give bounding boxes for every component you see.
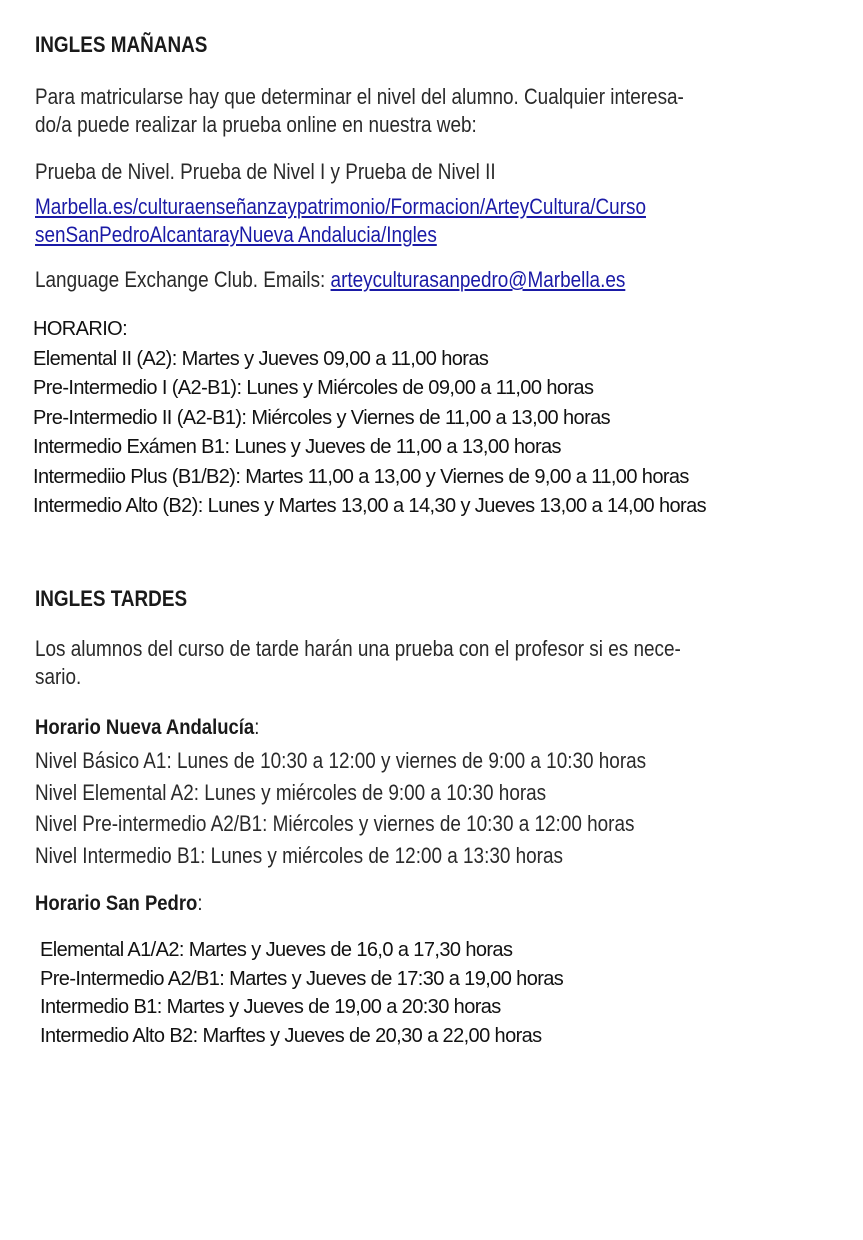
afternoon-intro-line: Los alumnos del curso de tarde harán una prueba con el profesor si es nece- xyxy=(35,636,681,661)
morning-intro-line: Para matricularse hay que determinar el nivel del alumno. Cualquier interesa- xyxy=(35,84,684,109)
schedule-row: Elemental II (A2): Martes y Jueves 09,00 a 11,00 horas xyxy=(33,347,489,370)
morning-title: INGLES MAÑANAS xyxy=(35,32,208,57)
schedule-row: Nivel Pre-intermedio A2/B1: Miércoles y viernes de 10:30 a 12:00 horas xyxy=(35,811,635,836)
schedule-row: Pre-Intermedio II (A2-B1): Miércoles y Viernes de 11,00 a 13,00 horas xyxy=(33,406,611,429)
web-link-line[interactable]: Marbella.es/culturaenseñanzaypatrimonio/Formacion/ArteyCultura/Curso xyxy=(35,194,646,219)
schedule-row: Intermedio B1: Martes y Jueves de 19,00 a 20:30 horas xyxy=(40,996,501,1018)
schedule-row: Pre-Intermedio A2/B1: Martes y Jueves de 17:30 a 19,00 horas xyxy=(40,967,564,990)
nueva-andalucia-schedule xyxy=(35,745,646,871)
schedule-row: Intermediio Plus (B1/B2): Martes 11,00 a 13,00 y Viernes de 9,00 a 11,00 horas xyxy=(33,465,689,488)
san-pedro-title: Horario San Pedro xyxy=(35,891,198,915)
schedule-row: Nivel Elemental A2: Lunes y miércoles de 9:00 a 10:30 horas xyxy=(35,779,547,805)
schedule-row: Nivel Básico A1: Lunes de 10:30 a 12:00 y viernes de 9:00 a 10:30 horas xyxy=(35,748,647,773)
san-pedro-heading xyxy=(35,891,202,916)
afternoon-intro-line: sario. xyxy=(35,664,82,689)
web-link-line[interactable]: senSanPedroAlcantarayNueva Andalucia/Ingles xyxy=(35,222,437,247)
schedule-row: Intermedio Alto (B2): Lunes y Martes 13,00 a 14,30 y Jueves 13,00 a 14,00 horas xyxy=(33,495,707,517)
schedule-row: Intermedio Exámen B1: Lunes y Jueves de 11,00 a 13,00 horas xyxy=(33,436,561,458)
san-pedro-schedule xyxy=(40,936,563,1050)
schedule-row: Elemental A1/A2: Martes y Jueves de 16,0 a 17,30 horas xyxy=(40,939,513,961)
nueva-andalucia-colon: : xyxy=(254,715,260,739)
afternoon-title: INGLES TARDES xyxy=(35,586,188,611)
exchange-club-line xyxy=(35,266,625,294)
morning-schedule xyxy=(33,315,706,522)
schedule-row: Nivel Intermedio B1: Lunes y miércoles de 12:00 a 13:30 horas xyxy=(35,842,563,868)
afternoon-intro xyxy=(35,635,681,691)
schedule-row: Pre-Intermedio I (A2-B1): Lunes y Miércoles de 09,00 a 11,00 horas xyxy=(33,377,594,399)
web-link[interactable] xyxy=(35,193,646,249)
schedule-row: Intermedio Alto B2: Marftes y Jueves de 20,30 a 22,00 horas xyxy=(40,1024,542,1047)
schedule-title: HORARIO: xyxy=(33,318,128,340)
morning-intro xyxy=(35,83,684,139)
san-pedro-colon: : xyxy=(197,891,203,915)
nueva-andalucia-heading xyxy=(35,715,259,740)
exchange-label: Language Exchange Club. Emails: xyxy=(35,267,331,292)
level-test-line: Prueba de Nivel. Prueba de Nivel I y Prueba de Nivel II xyxy=(35,159,496,184)
morning-intro-line: do/a puede realizar la prueba online en nuestra web: xyxy=(35,112,477,137)
nueva-andalucia-title: Horario Nueva Andalucía xyxy=(35,715,255,739)
exchange-email-link[interactable]: arteyculturasanpedro@Marbella.es xyxy=(330,267,626,292)
